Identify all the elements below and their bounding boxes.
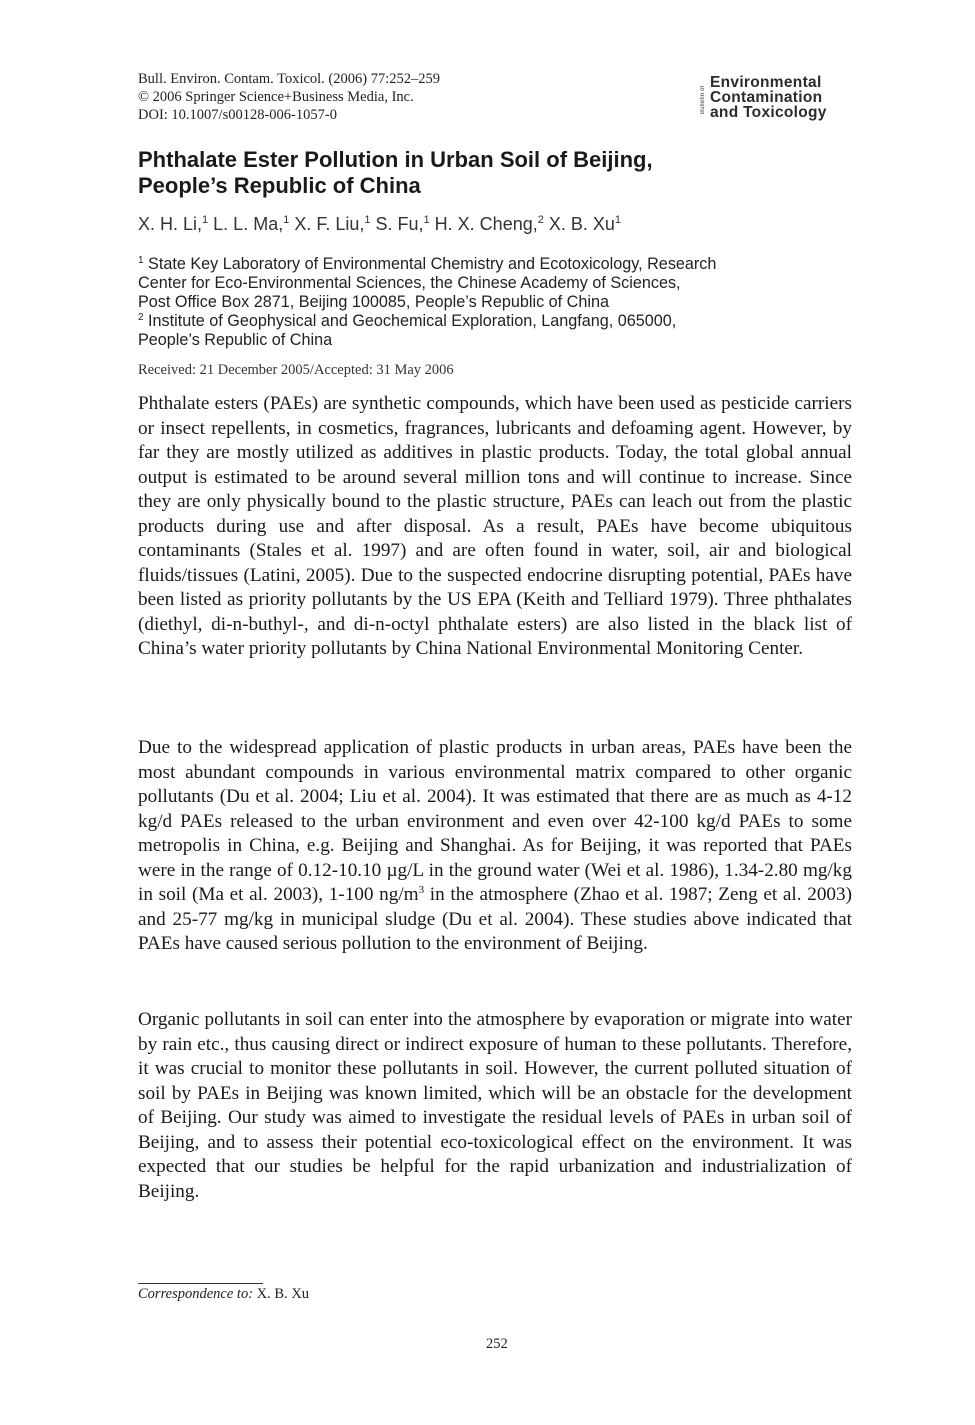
footnote-rule <box>138 1283 263 1284</box>
affiliation-1-line-1: $^1$ State Key Laboratory of Environmental Chemistry and Ecotoxicology, Research <box>138 255 717 273</box>
affiliation-marker: 1 <box>283 214 290 226</box>
article-title-line-2: People’s Republic of China <box>138 173 421 198</box>
author-list <box>138 212 621 236</box>
author-name: X. H. Li, <box>138 214 203 234</box>
logo-line-environmental: Environmental <box>710 74 822 91</box>
article-title-line-1: Phthalate Ester Pollution in Urban Soil of Beijing, <box>138 147 653 172</box>
affiliations <box>138 255 838 350</box>
author-name: L. L. Ma, <box>213 214 284 234</box>
author-name: X. B. Xu <box>548 214 615 234</box>
page-number: 252 <box>486 1336 508 1352</box>
journal-citation-block <box>138 70 440 124</box>
body-paragraph-2: Due to the widespread application of plastic products in urban areas, PAEs have been the most abundant compounds in various environmental matrix compared to other organic pollutants (Du et al. 2004; Liu et al. 2004). It was estimated that there are as much as 4-12 kg/d PAEs released to the urban environment and even over 42-100 kg/d PAEs to some metropolis in China, e.g. Beijing and Shanghai. As for Beijing, it was reported that PAEs were in the range of 0.12-10.10 µg/L in the ground water (Wei et al. 1986), 1.34-2.80 mg/kg in soil (Ma et al. 2003), 1-100 $ng/m^3$ in the atmosphere (Zhao et al. 1987; Zeng et al. 2003) and 25-77 mg/kg in municipal sludge (Du et al. 2004). These studies above indicated that PAEs have caused serious pollution to the environment of Beijing. <box>138 737 853 954</box>
author-name: X. F. Liu, <box>294 214 365 234</box>
author-name: H. X. Cheng, <box>434 214 538 234</box>
affiliation-1-line-2: Center for Eco-Environmental Sciences, the Chinese Academy of Sciences, <box>138 274 681 292</box>
body-paragraph-1: Phthalate esters (PAEs) are synthetic compounds, which have been used as pesticide carriers or insect repellents, in cosmetics, fragrances, lubricants and defoaming agent. However, by far they are mostly utilized as additives in plastic products. Today, the total global annual output is estimated to be around several million tons and will continue to increase. Since they are only physically bound to the plastic structure, PAEs can leach out from the plastic products during use and after disposal. As a result, PAEs have become ubiquitous contaminants (Stales et al. 1997) and are often found in water, soil, air and biological fluids/tissues (Latini, 2005). Due to the suspected endocrine disrupting potential, PAEs have been listed as priority pollutants by the US EPA (Keith and Telliard 1979). Three phthalates (diethyl, di-n-buthyl-, and di-n-octyl phthalate esters) are also listed in the black list of China’s water priority pollutants by China National Environmental Monitoring Center. <box>138 393 852 659</box>
affiliation-marker: 1 <box>423 214 430 226</box>
affiliation-marker: 2 <box>537 214 544 226</box>
correspondence-name: X. B. Xu <box>253 1286 310 1302</box>
received-accepted-dates: Received: 21 December 2005/Accepted: 31 May 2006 <box>138 362 454 378</box>
affiliation-2-line-2: People’s Republic of China <box>138 331 333 349</box>
affiliation-number: 2 <box>138 312 144 323</box>
affiliation-marker: 1 <box>364 214 371 226</box>
journal-citation: Bull. Environ. Contam. Toxicol. (2006) 77:252–259 <box>138 71 440 87</box>
copyright-notice: © 2006 Springer Science+Business Media, Inc. <box>138 89 414 105</box>
affiliation-number: 1 <box>138 255 144 266</box>
affiliation-2-line-1: $^2$ Institute of Geophysical and Geochemical Exploration, Langfang, 065000, <box>138 312 677 330</box>
affiliation-marker: 1 <box>202 214 209 226</box>
superscript-exponent: 3 <box>418 884 425 896</box>
journal-logo <box>700 75 865 125</box>
logo-bulletin-text: Bulletin of <box>700 85 706 115</box>
author-name: S. Fu, <box>375 214 424 234</box>
logo-line-toxicology: and Toxicology <box>710 104 827 121</box>
body-paragraph-3: Organic pollutants in soil can enter into the atmosphere by evaporation or migrate into water by rain etc., thus causing direct or indirect exposure of human to these pollutants. Therefore, it was crucial to monitor these pollutants in soil. However, the current polluted situation of soil by PAEs in Beijing was known limited, which will be an obstacle for the development of Beijing. Our study was aimed to investigate the residual levels of PAEs in urban soil of Beijing, and to assess their potential eco-toxicological effect on the environment. It was expected that our studies be helpful for the rapid urbanization and industrialization of Beijing. <box>138 1009 852 1202</box>
correspondence-label: Correspondence to: <box>138 1286 254 1302</box>
logo-line-contamination: Contamination <box>710 89 823 106</box>
affiliation-1-line-3: Post Office Box 2871, Beijing 100085, People’s Republic of China <box>138 293 609 311</box>
doi: DOI: 10.1007/s00128-006-1057-0 <box>138 107 337 123</box>
correspondence-note <box>138 1286 309 1303</box>
article-title <box>138 147 653 199</box>
affiliation-marker: 1 <box>614 214 622 226</box>
